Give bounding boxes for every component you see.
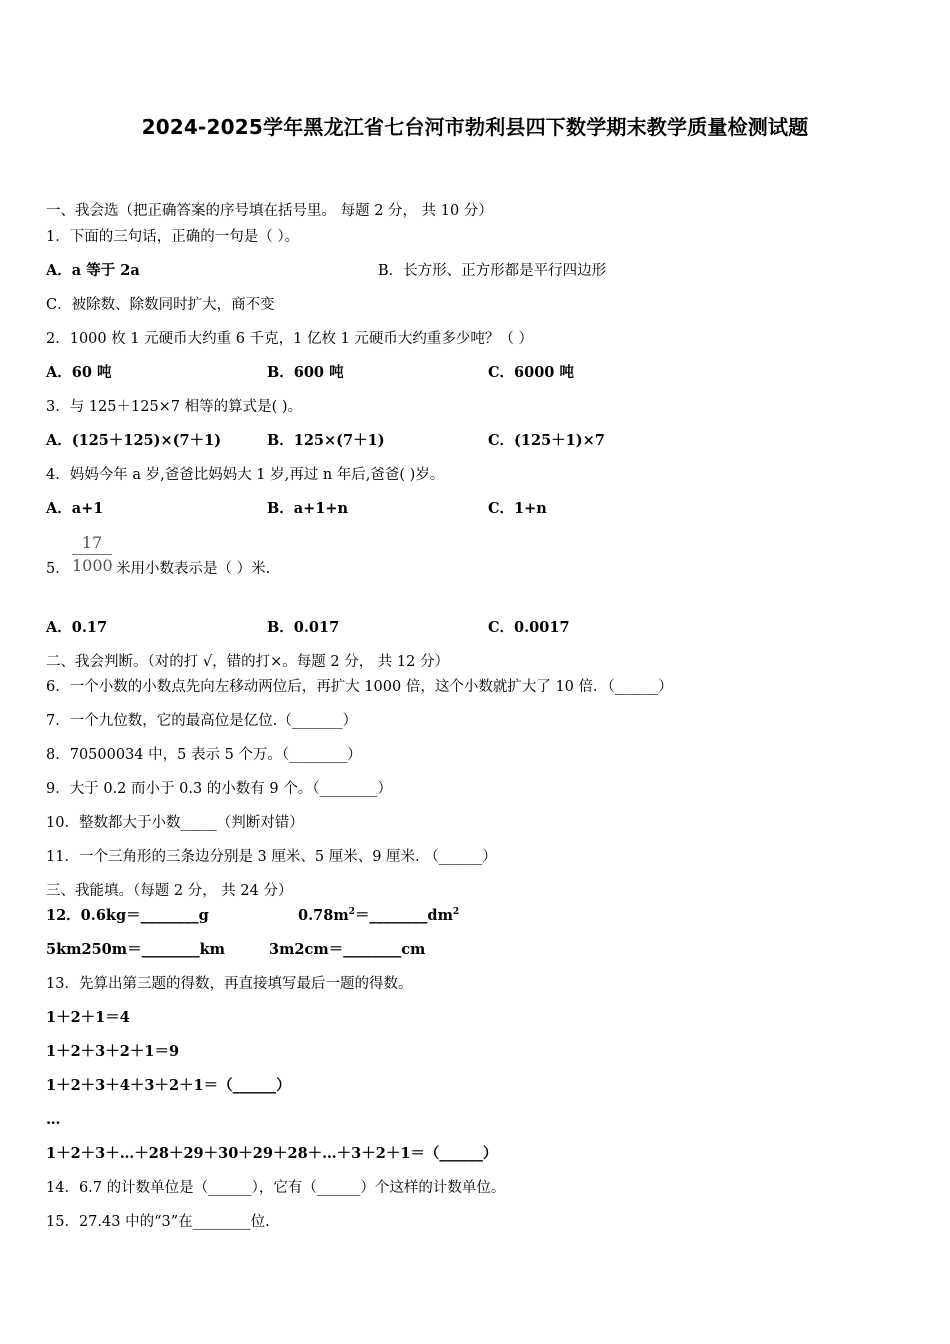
q5-option-a: A．0.17 xyxy=(46,619,108,636)
q2-option-c: C．6000 吨 xyxy=(488,364,574,381)
q2-option-b: B．600 吨 xyxy=(267,364,344,381)
fraction-denominator: 1000 xyxy=(72,556,113,575)
question-4: 4．妈妈今年 a 岁,爸爸比妈妈大 1 岁,再过 n 年后,爸爸( )岁。 xyxy=(46,467,445,483)
question-8: 8．70500034 中，5 表示 5 个万。（________） xyxy=(46,747,362,763)
question-11: 11．一个三角形的三条边分别是 3 厘米、5 厘米、9 厘米. （______） xyxy=(46,849,497,865)
question-2: 2．1000 枚 1 元硬币大约重 6 千克，1 亿枚 1 元硬币大约重多少吨？（ ） xyxy=(46,331,534,347)
q2-option-a: A．60 吨 xyxy=(46,364,112,381)
q12-part3: 5km250m＝________km xyxy=(46,941,225,958)
fraction-17-over-1000 xyxy=(72,533,112,576)
q1-option-c: C．被除数、除数同时扩大，商不变 xyxy=(46,297,275,313)
question-1: 1．下面的三句话，正确的一句是（ ）。 xyxy=(46,229,300,245)
q1-option-b: B．长方形、正方形都是平行四边形 xyxy=(378,263,607,279)
question-15: 15．27.43 中的“3”在________位. xyxy=(46,1214,270,1230)
q3-option-b: B．125×(7＋1) xyxy=(267,432,385,449)
q5-option-b: B．0.017 xyxy=(267,619,340,636)
question-10: 10．整数都大于小数_____（判断对错） xyxy=(46,815,304,831)
page-title: 2024-2025学年黑龙江省七台河市勃利县四下数学期末教学质量检测试题 xyxy=(141,115,809,139)
question-3: 3．与 125＋125×7 相等的算式是( )。 xyxy=(46,399,303,415)
q3-option-c: C．(125＋1)×7 xyxy=(488,432,605,449)
question-6: 6．一个小数的小数点先向左移动两位后，再扩大 1000 倍，这个小数就扩大了 10 倍．（______） xyxy=(46,679,673,695)
section2-header: 二、我会判断。（对的打 √，错的打×。每题 2 分， 共 12 分） xyxy=(46,654,449,670)
q13-line-5: 1＋2＋3＋…＋28＋29＋30＋29＋28＋…＋3＋2＋1＝（______） xyxy=(46,1145,498,1162)
q1-option-a: A．a 等于 2a xyxy=(46,262,140,279)
q4-option-a: A．a+1 xyxy=(46,500,104,517)
question-5: 米用小数表示是（ ）米. xyxy=(116,561,271,577)
q13-line-3: 1＋2＋3＋4＋3＋2＋1＝（______） xyxy=(46,1077,291,1094)
q3-option-a: A．(125＋125)×(7＋1) xyxy=(46,432,222,449)
question-7: 7．一个九位数，它的最高位是亿位.（_______） xyxy=(46,713,358,729)
q4-option-b: B．a+1+n xyxy=(267,500,349,517)
q5-option-c: C．0.0017 xyxy=(488,619,570,636)
section3-header: 三、我能填。（每题 2 分， 共 24 分） xyxy=(46,883,293,899)
fraction-numerator: 17 xyxy=(72,533,112,555)
q12-part1: 12．0.6kg＝________g xyxy=(46,907,209,924)
q13-line-1: 1＋2＋1＝4 xyxy=(46,1009,130,1026)
q12-sq-2: 2 xyxy=(452,907,460,918)
q12-sq-1: 2 xyxy=(348,907,355,918)
q13-line-2: 1＋2＋3＋2＋1＝9 xyxy=(46,1043,180,1060)
q12-part2-rhs: ＝________dm xyxy=(354,907,453,924)
q12-part2-lhs: 0.78m xyxy=(298,907,349,924)
question-9: 9．大于 0.2 而小于 0.3 的小数有 9 个。（________） xyxy=(46,781,392,797)
section1-header: 一、我会选（把正确答案的序号填在括号里。 每题 2 分， 共 10 分） xyxy=(46,203,493,219)
question-14: 14．6.7 的计数单位是（______），它有（______）个这样的计数单位。 xyxy=(46,1180,506,1196)
q13-ellipsis: … xyxy=(46,1111,61,1128)
q12-part4: 3m2cm＝________cm xyxy=(269,941,426,958)
question-13: 13．先算出第三题的得数，再直接填写最后一题的得数。 xyxy=(46,976,413,992)
q12-part2 xyxy=(298,906,459,926)
q4-option-c: C．1+n xyxy=(488,500,547,517)
question-5-number: 5． xyxy=(46,561,70,577)
